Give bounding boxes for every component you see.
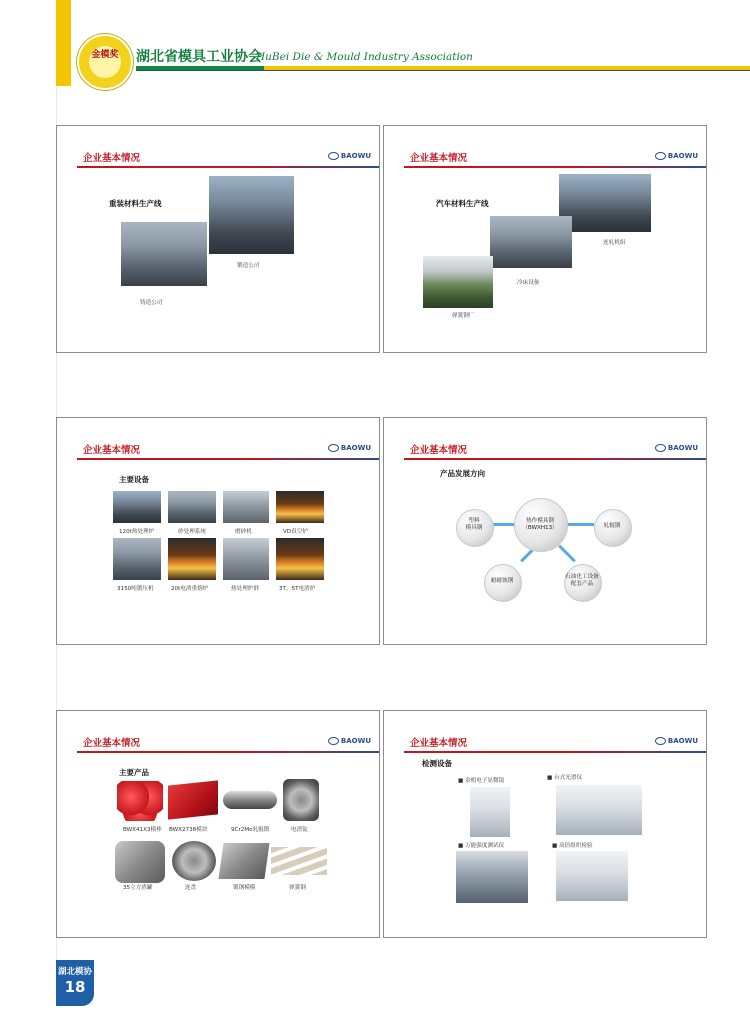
brand-logo: BAOWU [328, 152, 371, 160]
brand-logo: BAOWU [328, 444, 371, 452]
product-image [283, 779, 319, 821]
baowu-icon [328, 444, 339, 452]
association-logo [77, 34, 133, 90]
product-image [223, 791, 277, 809]
caption-spring-plant: 弹簧钢厂 [452, 313, 475, 319]
slide-main-products [56, 710, 380, 938]
slide-product-direction [383, 417, 707, 645]
baowu-icon [328, 152, 339, 160]
slide-title: 企业基本情况 [410, 738, 468, 749]
slide-subtitle: 产品发展方向 [440, 469, 485, 478]
slide-rule [77, 458, 379, 460]
brand-logo: BAOWU [328, 737, 371, 745]
caption-product: 弹簧钢 [289, 885, 306, 891]
diagram-label-right: 轧辊钢 [603, 523, 621, 529]
caption-equipment: 120t热处理炉 [119, 529, 155, 535]
footer-label: 湖北模协 [57, 967, 92, 977]
brand-logo: BAOWU [655, 444, 698, 452]
caption-product: 锻钢模模 [233, 885, 256, 891]
photo-rolling-mill [559, 174, 651, 232]
brand-logo: BAOWU [655, 152, 698, 160]
slide-rule [404, 751, 706, 753]
product-image [168, 780, 218, 819]
caption-equipment: 砂处理系统 [178, 529, 206, 535]
slide-title: 企业基本情况 [83, 738, 141, 749]
caption-forging: 锻造公司 [237, 263, 260, 269]
product-image [271, 847, 327, 875]
product-image [218, 843, 269, 879]
caption-product: BWX41X3模棒 [123, 827, 162, 833]
header-title-en: HuBei Die & Mould Industry Association [256, 51, 473, 63]
caption-test-equipment: ■ 高倍组织检验 [552, 843, 593, 849]
diagram-label-bottom-left: 耐耐蚀钢 [490, 578, 514, 584]
photo-spectrometer [556, 785, 642, 835]
logo-text: 金模奖 [89, 46, 121, 78]
caption-rolling-mill: 连轧机组 [603, 240, 626, 246]
slide-testing-equipment [383, 710, 707, 938]
caption-product: 9Cr2Mo轧辊锻 [231, 827, 270, 833]
slide-rule [77, 166, 379, 168]
arrow-left [492, 523, 516, 526]
slide-main-equipment [56, 417, 380, 645]
product-image [117, 781, 163, 821]
caption-test-equipment: ■ 万能强度测试仪 [458, 843, 505, 849]
photo-spring-plant [423, 256, 493, 308]
header-yellow-bar [56, 0, 71, 86]
caption-test-equipment: ■ 台式光谱仪 [547, 775, 583, 781]
slide-rule [404, 458, 706, 460]
arrow-bottom-right [558, 545, 576, 563]
baowu-icon [655, 444, 666, 452]
caption-casting: 铸造公司 [140, 300, 163, 306]
page-number: 18 [64, 978, 86, 996]
photo-microscope [470, 787, 510, 837]
photo-tensile-tester [456, 851, 528, 903]
caption-equipment: 20t电渣重熔炉 [171, 586, 209, 592]
caption-test-equipment: ■ 金相电子显微镜 [458, 778, 505, 784]
slide-subtitle: 汽车材料生产线 [436, 199, 489, 208]
slide-title: 企业基本情况 [83, 445, 141, 456]
caption-product: BWX2738模块 [169, 827, 208, 833]
caption-equipment: 3150吨锻压机 [117, 586, 154, 592]
slide-title: 企业基本情况 [83, 153, 141, 164]
slide-title: 企业基本情况 [410, 445, 468, 456]
photo-casting [121, 222, 207, 286]
slide-rule [77, 751, 379, 753]
page-number-badge [56, 960, 94, 1006]
photo-equipment [168, 491, 216, 523]
baowu-icon [655, 737, 666, 745]
slide-subtitle: 重装材料生产线 [109, 199, 162, 208]
photo-equipment [168, 538, 216, 580]
photo-forging [209, 176, 294, 254]
slide-rule [404, 166, 706, 168]
slide-title: 企业基本情况 [410, 153, 468, 164]
header-title-cn: 湖北省模具工业协会 [136, 49, 262, 65]
caption-equipment: 热处理炉群 [231, 586, 259, 592]
photo-equipment [223, 538, 269, 580]
baowu-icon [328, 737, 339, 745]
diagram-label-left: 塑料 模具钢 [465, 518, 483, 531]
caption-product: 电渣锭 [291, 827, 308, 833]
slide-auto-materials [383, 125, 707, 353]
photo-microstructure-lab [556, 851, 628, 901]
slide-subtitle: 检测设备 [422, 759, 452, 768]
caption-cooling-bed: 冷床设备 [517, 280, 540, 286]
caption-product: 35立方渣罐 [123, 885, 153, 891]
diagram-label-center: 热作模具钢 （BWXH13） [522, 518, 558, 531]
slide-heavy-materials [56, 125, 380, 353]
baowu-icon [655, 152, 666, 160]
product-image [172, 841, 216, 881]
slide-subtitle: 主要设备 [119, 475, 149, 484]
photo-equipment [113, 491, 161, 523]
slide-subtitle: 主要产品 [119, 768, 149, 777]
photo-equipment [223, 491, 269, 523]
caption-equipment: VD真空炉 [283, 529, 308, 535]
diagram-label-bottom-right: 石油化工设备 配套产品 [565, 574, 599, 587]
photo-equipment [276, 538, 324, 580]
caption-equipment: 磨砂机 [235, 529, 252, 535]
product-image [115, 841, 165, 883]
photo-equipment [113, 538, 161, 580]
arrow-right [566, 523, 594, 526]
photo-equipment [276, 491, 324, 523]
caption-equipment: 3T、5T电渣炉 [279, 586, 316, 592]
photo-cooling-bed [490, 216, 572, 268]
header-rule-blue [136, 70, 750, 71]
brand-logo: BAOWU [655, 737, 698, 745]
caption-product: 连盘 [185, 885, 197, 891]
